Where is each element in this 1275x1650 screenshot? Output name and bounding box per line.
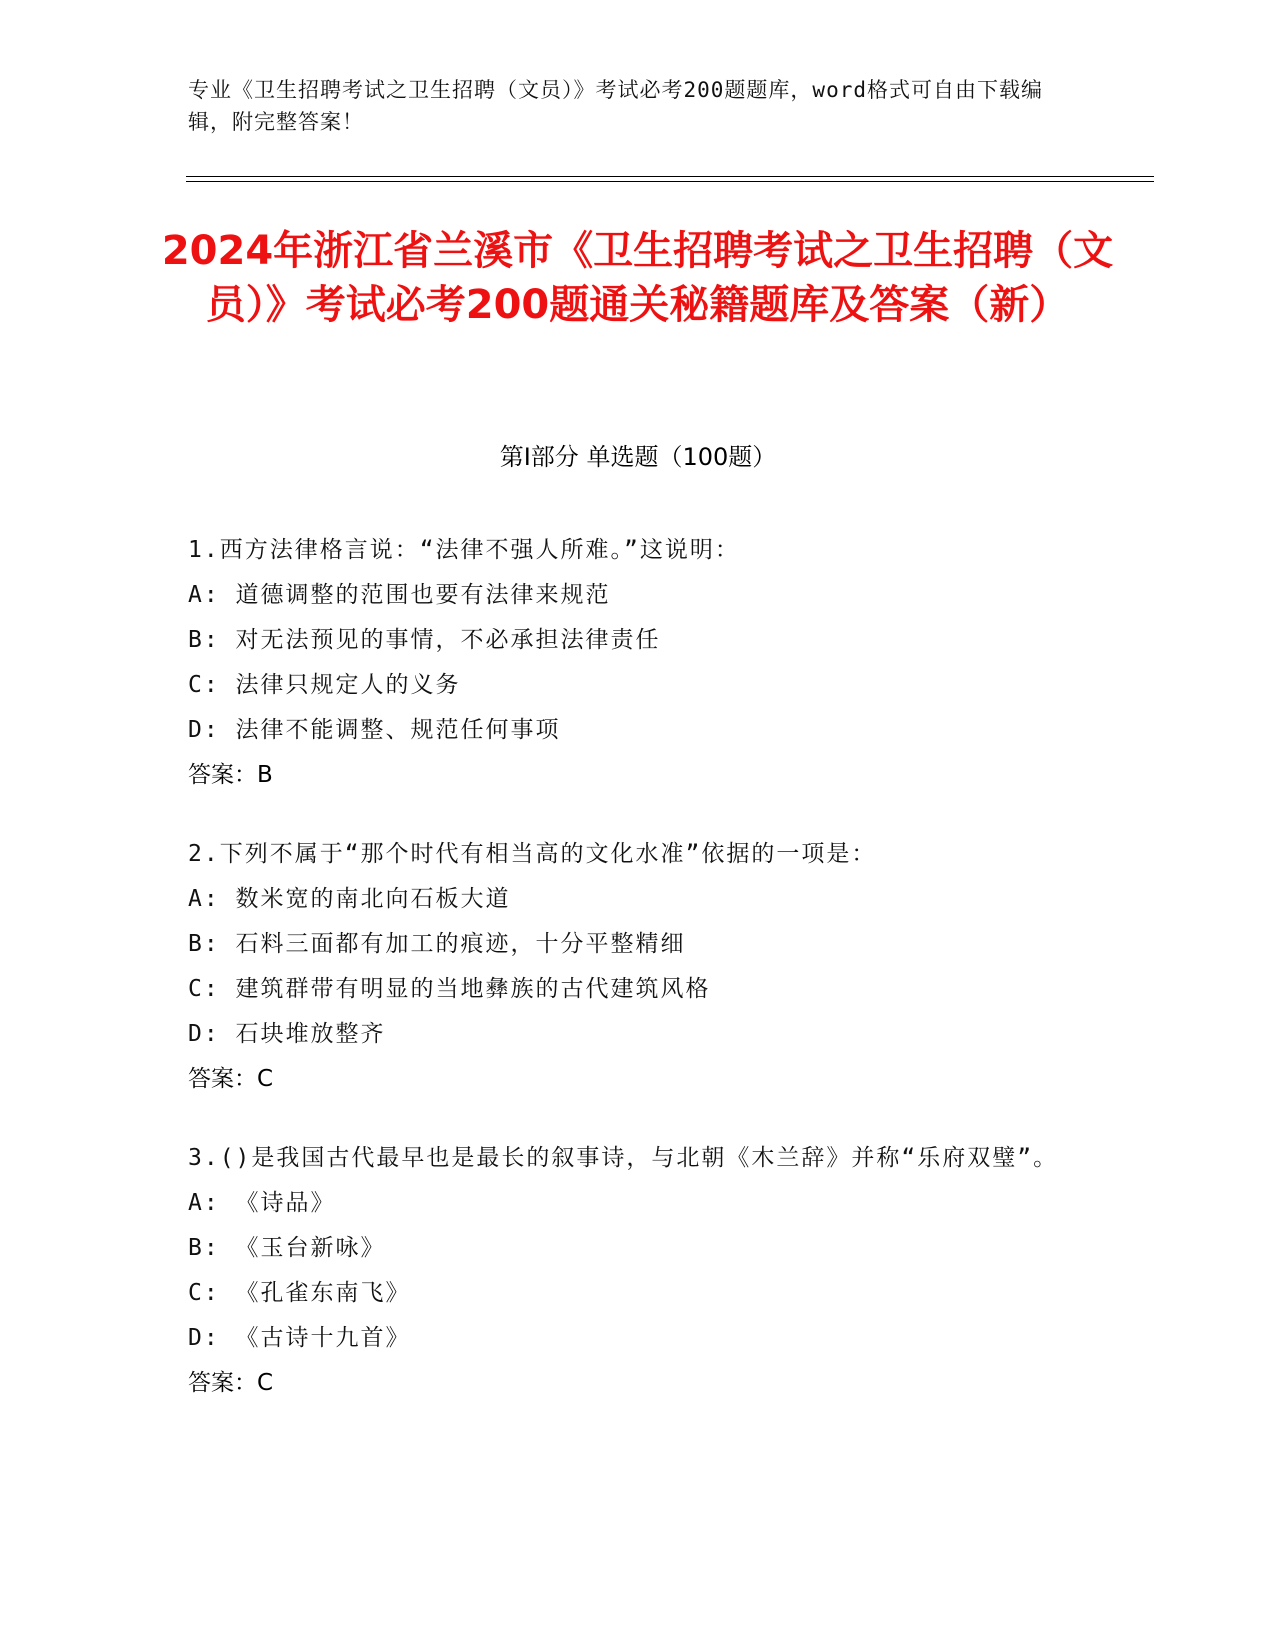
question-3 <box>188 1136 1088 1406</box>
question-stem: 1.西方法律格言说：“法律不强人所难。”这说明： <box>188 537 740 563</box>
section-heading: 第Ⅰ部分 单选题（100题） <box>499 443 777 471</box>
option-c: C: 法律只规定人的义务 <box>188 672 461 698</box>
option-d: D: 《古诗十九首》 <box>188 1325 411 1351</box>
option-a: A: 《诗品》 <box>188 1190 336 1216</box>
header-divider-bottom <box>186 181 1154 182</box>
option-a: A: 道德调整的范围也要有法律来规范 <box>188 582 611 608</box>
question-list <box>188 528 1088 1440</box>
option-c: C: 建筑群带有明显的当地彝族的古代建筑风格 <box>188 976 711 1002</box>
option-b: B: 《玉台新咏》 <box>188 1235 386 1261</box>
header-note: 专业《卫生招聘考试之卫生招聘（文员）》考试必考200题题库，word格式可自由下载编辑，附完整答案！ <box>188 78 1043 134</box>
answer: 答案：C <box>188 1370 274 1396</box>
option-d: D: 法律不能调整、规范任何事项 <box>188 717 561 743</box>
question-1 <box>188 528 1088 798</box>
document-title: 2024年浙江省兰溪市《卫生招聘考试之卫生招聘（文员）》考试必考200题通关秘籍题库及答案（新） <box>161 228 1114 328</box>
option-b: B: 对无法预见的事情，不必承担法律责任 <box>188 627 661 653</box>
option-b: B: 石料三面都有加工的痕迹，十分平整精细 <box>188 931 686 957</box>
answer: 答案：B <box>188 762 273 788</box>
header-divider-top <box>186 176 1154 177</box>
option-c: C: 《孔雀东南飞》 <box>188 1280 411 1306</box>
answer: 答案：C <box>188 1066 274 1092</box>
question-2 <box>188 832 1088 1102</box>
option-a: A: 数米宽的南北向石板大道 <box>188 886 511 912</box>
option-d: D: 石块堆放整齐 <box>188 1021 386 1047</box>
question-stem: 2.下列不属于“那个时代有相当高的文化水准”依据的一项是： <box>188 841 877 867</box>
question-stem: 3.()是我国古代最早也是最长的叙事诗，与北朝《木兰辞》并称“乐府双璧”。 <box>188 1145 1059 1171</box>
